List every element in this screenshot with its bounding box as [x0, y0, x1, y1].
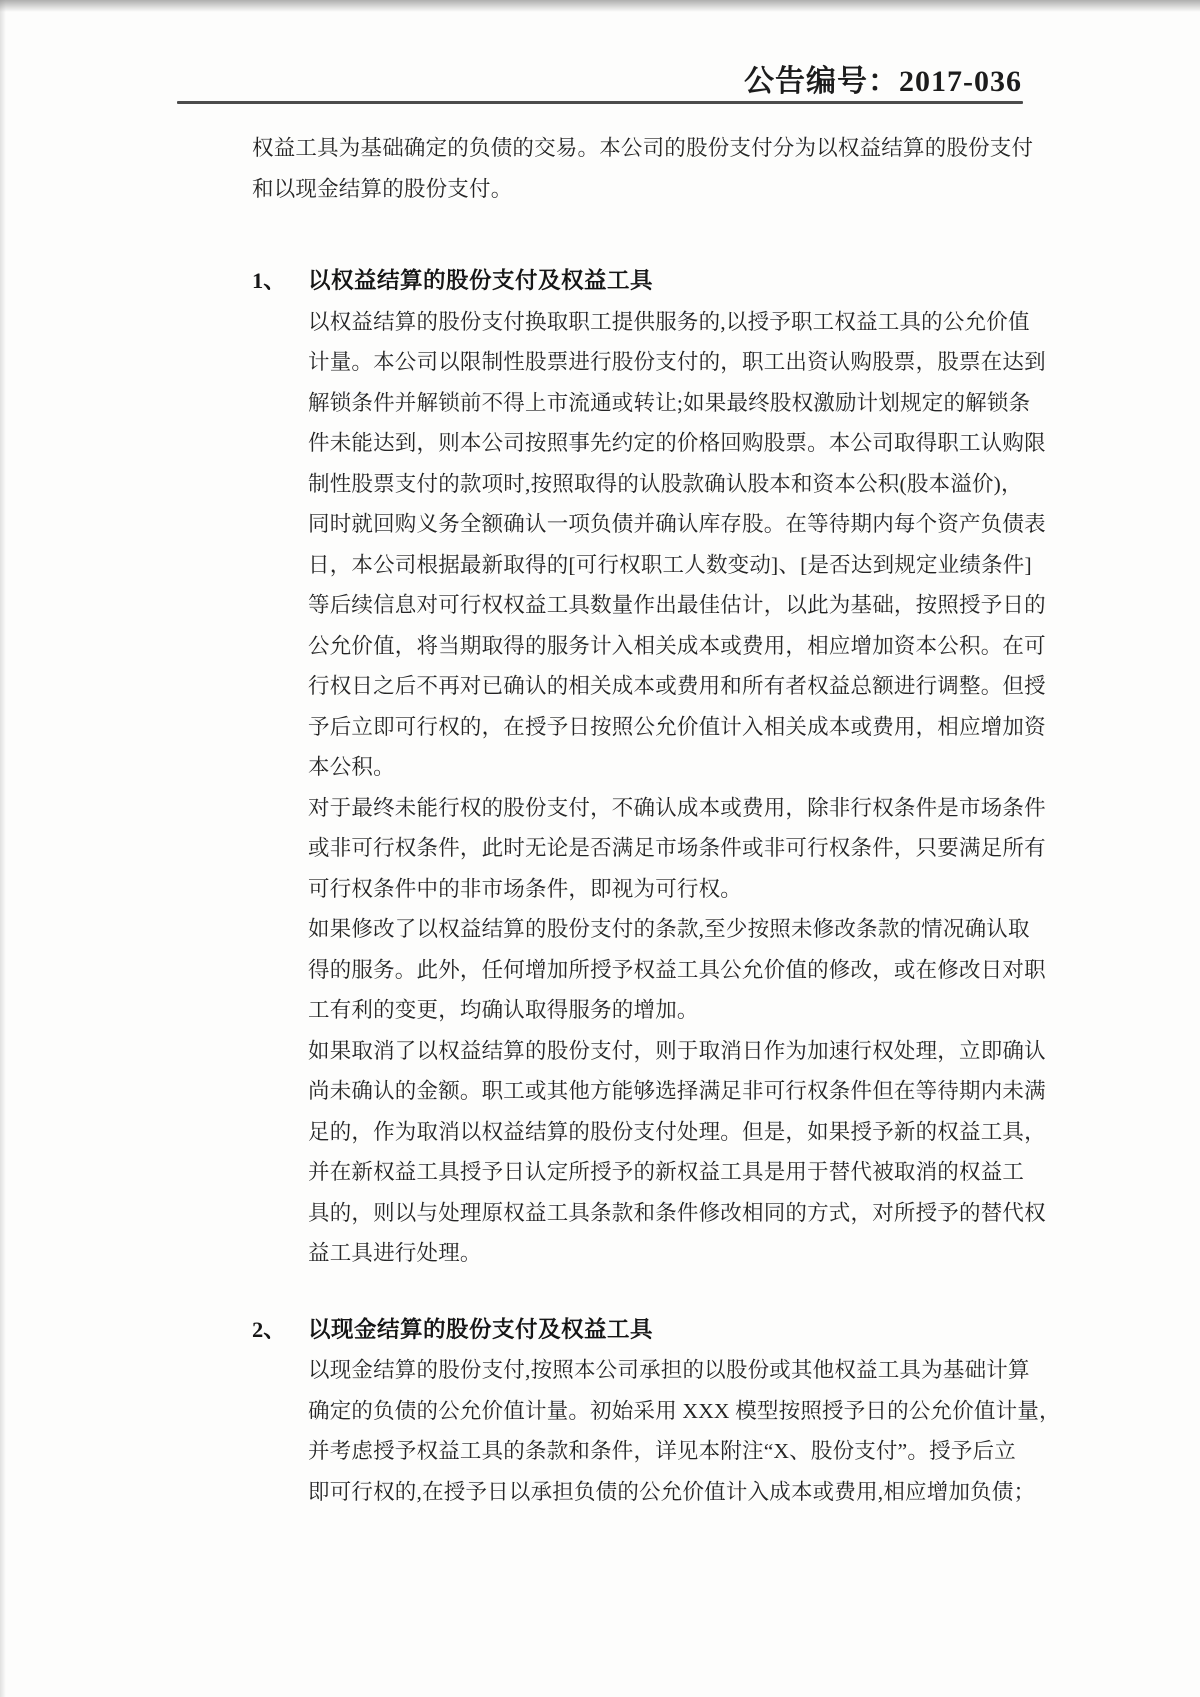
text-line: 如果修改了以权益结算的股份支付的条款,至少按照未修改条款的情况确认取 — [308, 917, 1030, 941]
text-line: 日，本公司根据最新取得的[可行权职工人数变动]、[是否达到规定业绩条件] — [308, 552, 1032, 577]
text-line: 得的服务。此外，任何增加所授予权益工具公允价值的修改，或在修改日对职 — [308, 957, 1046, 982]
text-line: 予后立即可行权的，在授予日按照公允价值计入相关成本或费用，相应增加资 — [308, 714, 1046, 739]
text-line: 可行权条件中的非市场条件，即视为可行权。 — [308, 876, 743, 901]
section-2 — [252, 1310, 1061, 1513]
text-line: 或非可行权条件，此时无论是否满足市场条件或非可行权条件，只要满足所有 — [308, 836, 1046, 860]
document-body — [252, 128, 1061, 1512]
section-1-heading — [252, 261, 1028, 302]
text-line: 公允价值，将当期取得的服务计入相关成本或费用，相应增加资本公积。在可 — [308, 633, 1046, 658]
text-line: 确定的负债的公允价值计量。初始采用 XXX 模型按照授予日的公允价值计量， — [308, 1398, 1061, 1423]
text-line: 并考虑授予权益工具的条款和条件，详见本附注“X、股份支付”。授予后立 — [308, 1439, 1016, 1463]
section-number: 1、 — [252, 268, 286, 293]
paragraph — [308, 909, 1046, 1031]
text-line: 工有利的变更，均确认取得服务的增加。 — [308, 998, 699, 1022]
text-line: 如果取消了以权益结算的股份支付，则于取消日作为加速行权处理，立即确认 — [308, 1038, 1046, 1063]
paragraph — [308, 788, 1046, 910]
text-line: 计量。本公司以限制性股票进行股份支付的，职工出资认购股票，股票在达到 — [308, 350, 1046, 374]
text-line: 以现金结算的股份支付,按照本公司承担的以股份或其他权益工具为基础计算 — [308, 1358, 1030, 1382]
scan-artifact-left — [0, 0, 6, 1697]
text-line: 制性股票支付的款项时,按照取得的认股款确认股本和资本公积(股本溢价)， — [308, 471, 1023, 496]
section-2-body — [308, 1350, 1061, 1512]
paragraph — [308, 1350, 1061, 1512]
text-line: 对于最终未能行权的股份支付，不确认成本或费用，除非行权条件是市场条件 — [308, 795, 1046, 820]
text-line: 以权益结算的股份支付换取职工提供服务的,以授予职工权益工具的公允价值 — [308, 309, 1030, 334]
text-line: 尚未确认的金额。职工或其他方能够选择满足非可行权条件但在等待期内未满 — [308, 1079, 1046, 1103]
paragraph — [308, 302, 1046, 788]
section-1-body — [308, 302, 1046, 1274]
section-number: 2、 — [252, 1316, 286, 1342]
text-line: 解锁条件并解锁前不得上市流通或转让;如果最终股权激励计划规定的解锁条 — [308, 390, 1031, 415]
text-line: 权益工具为基础确定的负债的交易。本公司的股份支付分为以权益结算的股份支付 — [252, 136, 1034, 160]
header-divider — [177, 101, 1023, 104]
text-line: 并在新权益工具授予日认定所授予的新权益工具是用于替代被取消的权益工 — [308, 1160, 1025, 1184]
section-title: 以现金结算的股份支付及权益工具 — [308, 1316, 654, 1342]
text-line: 即可行权的,在授予日以承担负债的公允价值计入成本或费用,相应增加负债； — [308, 1479, 1036, 1504]
intro-paragraph — [252, 128, 1034, 209]
text-line: 足的，作为取消以权益结算的股份支付处理。但是，如果授予新的权益工具， — [308, 1119, 1046, 1144]
text-line: 和以现金结算的股份支付。 — [252, 176, 513, 201]
text-line: 行权日之后不再对已确认的相关成本或费用和所有者权益总额进行调整。但授 — [308, 674, 1046, 698]
text-line: 具的，则以与处理原权益工具条款和条件修改相同的方式，对所授予的替代权 — [308, 1200, 1046, 1225]
paragraph — [308, 1031, 1046, 1274]
scan-artifact-top — [0, 0, 1200, 12]
section-1 — [252, 261, 1046, 1274]
text-line: 益工具进行处理。 — [308, 1241, 482, 1265]
section-title: 以权益结算的股份支付及权益工具 — [308, 268, 654, 293]
text-line: 等后续信息对可行权权益工具数量作出最佳估计，以此为基础，按照授予日的 — [308, 593, 1046, 617]
text-line: 件未能达到，则本公司按照事先约定的价格回购股票。本公司取得职工认购限 — [308, 431, 1046, 455]
text-line: 同时就回购义务全额确认一项负债并确认库存股。在等待期内每个资产负债表 — [308, 512, 1046, 536]
section-2-heading — [252, 1310, 1028, 1351]
announcement-number: 公告编号：2017-036 — [744, 65, 1022, 98]
text-line: 本公积。 — [308, 755, 395, 779]
